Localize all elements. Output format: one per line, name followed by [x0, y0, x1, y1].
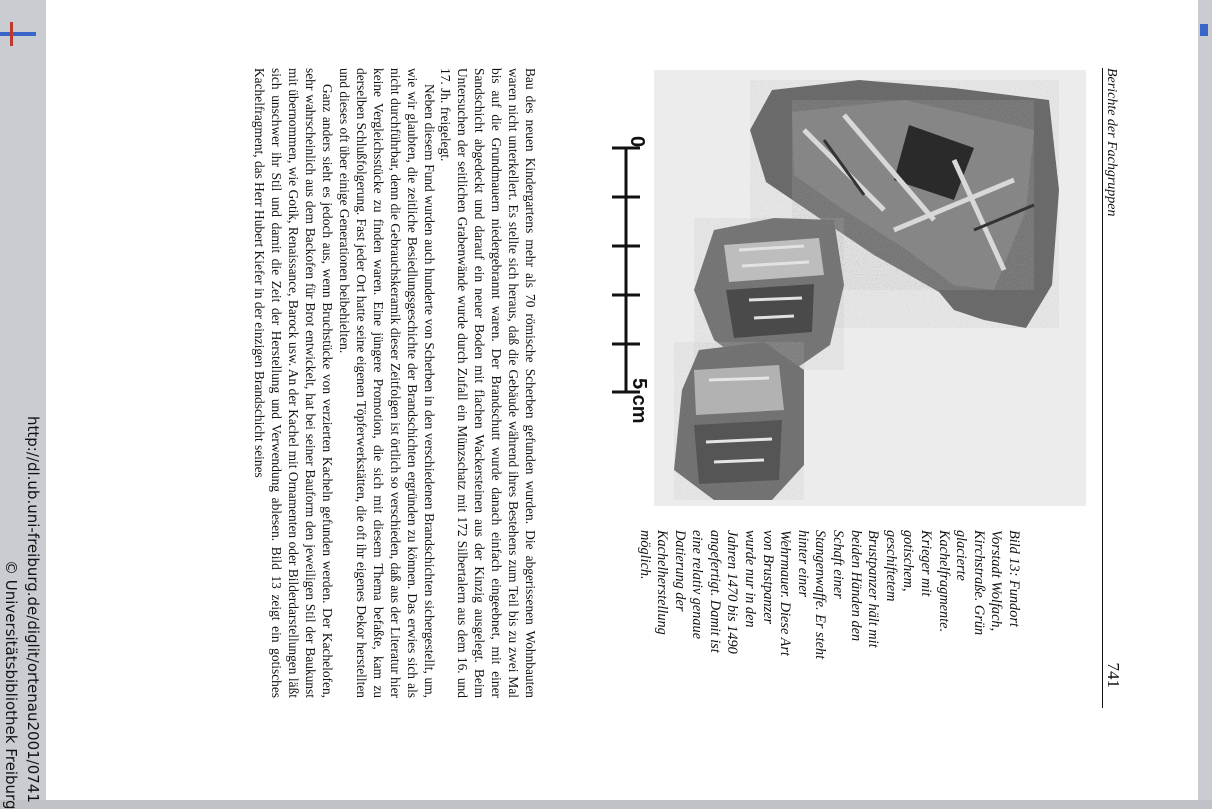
figure-caption: Bild 13: Fundort Vorstadt Wolfach, Kirchstraße. Grün glacierte Kachelfragmente. Krieger mit gotischem, geschiftetem Brustpanzer hält mit beiden Händen den Schaft einer Stangenwaffe. Er steht hinter einer Wehrmauer. Diese Art von Brustpanzer wurde nur in den Jahren 1470 bis 1490 angefertigt. Damit ist eine relativ genaue Datierung der Kachelherstellung möglich. [636, 530, 1022, 660]
scale-end-label: 5 cm [628, 378, 650, 424]
page-number: 741 [1104, 662, 1123, 688]
scale-start-label: 0 [626, 136, 648, 148]
paragraph: Ganz anders sieht es jedoch aus, wenn Bruchstücke von verzierten Kacheln gefunden werden. Der Kachelofen, sehr wahrscheinlich aus dem Backofen für Brot entwickelt, hat bei seiner Bauform den jeweiligen Stil der Baukunst mit übernommen, wie Gotik, Renaissance, Barock usw. An der Kachel mit Ornamenten oder Bilderdarstellungen läßt sich unschwer ihr Stil und damit die Zeit der Herstellung und Verwendung ablesen. Bild 13 zeigt ein gotisches Kachelfragment, das Herr Hubert Kiefer in der einzigen Brandschicht seines [252, 68, 336, 698]
tile-fragment-photo [654, 70, 1086, 506]
body-text [251, 68, 538, 698]
viewer-left-sidebar [0, 0, 46, 809]
header-rule [1102, 68, 1103, 708]
scale-bar [608, 136, 668, 440]
running-title: Berichte der Fachgruppen [1104, 68, 1119, 217]
page-header [1103, 68, 1121, 708]
scanned-page [46, 0, 1198, 800]
cross-marker-icon[interactable] [0, 22, 36, 46]
sidebar-url-text: http://dl.ub.uni-freiburg.de/diglit/ortenau2001/0741 [24, 416, 42, 803]
sidebar-copyright-text: © Universitätsbibliothek Freiburg [2, 560, 20, 809]
paragraph: Neben diesem Fund wurden auch hunderte von Scherben in den verschiedenen Brandschichten sichergestellt, um, wie wir glaubten, die zeitliche Besiedlungsgeschichte der Brandschichten ergründen zu können. Das erwies sich als nicht durchführbar, denn die Gebrauchskeramik dieser Zeitfolgen ist örtlich so verschieden, daß aus der Literatur hier keine Vergleichsstücke zu finden waren. Eine jüngere Promotion, die sich mit diesem Thema befaßte, kam zu derselben Schlußfolgerung. Fast jeder Ort hatte seine eigenen Töpferwerkstätten, die oft ihr eigenes Dekor herstellten und dieses oft über einige Generationen beibehielten. [337, 68, 437, 698]
paragraph: Bau des neuen Kindergartens mehr als 70 römische Scherben gefunden wurden. Die abgerissenen Wohnbauten waren nicht unterkellert. Es stellte sich heraus, daß die Gebäude während ihres Bestehens zum Teil bis zu zwei Mal bis auf die Grundmauern niedergebrannt waren. Der Brandschutt wurde danach einfach eingeebnet, mit einer Sandschicht abgedeckt und darauf ein neuer Boden mit flachen Wackersteinen aus der Kinzig ausgelegt. Beim Untersuchen der seitlichen Grabenwände wurde durch Zufall ein Münzschatz mit 172 Silbertalern aus dem 16. und 17. Jh. freigelegt. [438, 68, 538, 698]
viewer-right-sidebar [1198, 0, 1212, 800]
scroll-marker-icon[interactable] [1200, 24, 1208, 36]
